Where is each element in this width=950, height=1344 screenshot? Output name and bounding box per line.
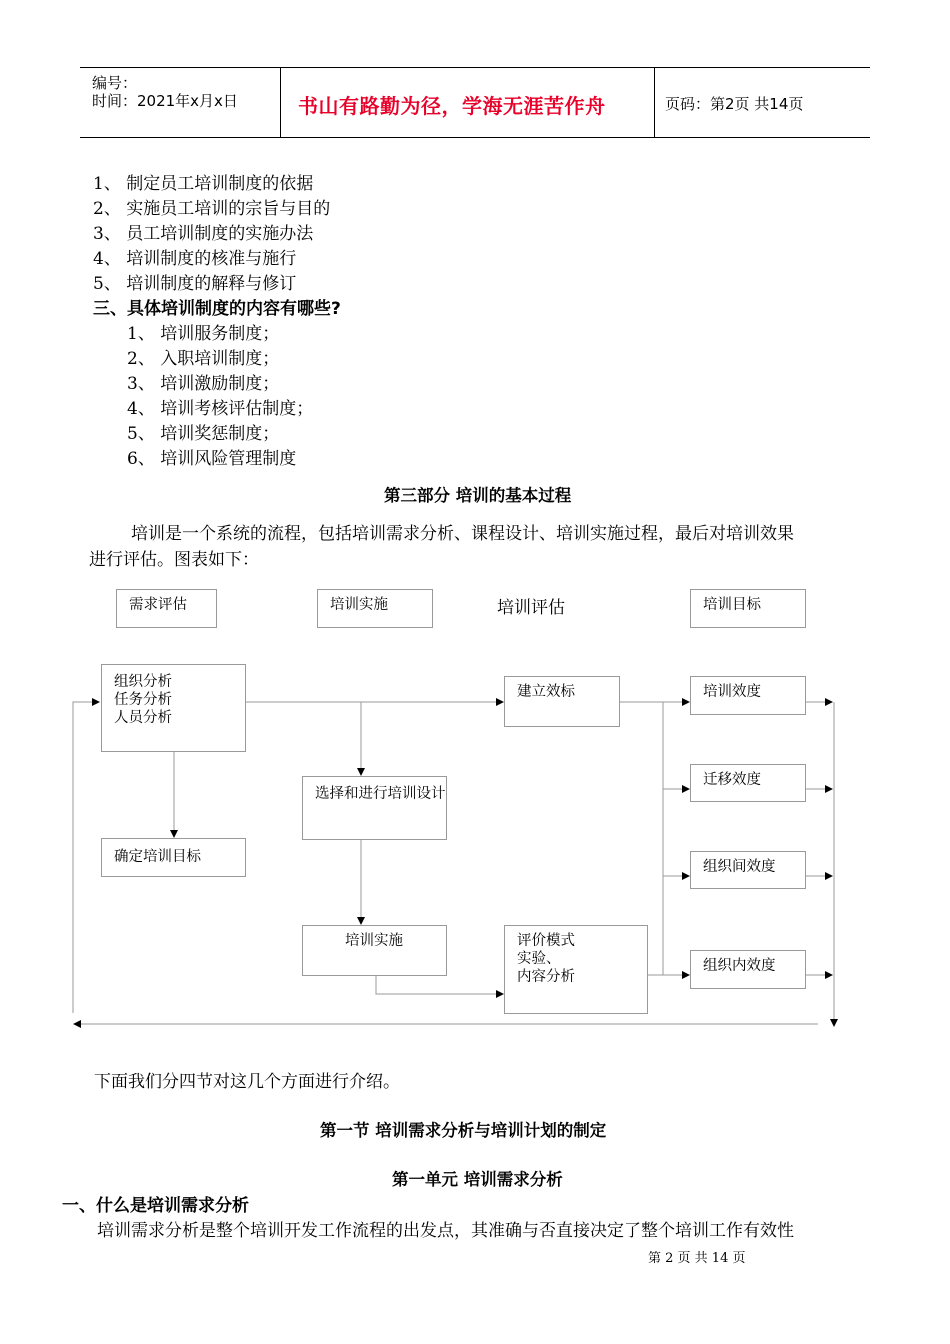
header-motto: 书山有路勤为径，学海无涯苦作舟 — [298, 94, 606, 118]
criteria-box: 建立效标 — [504, 676, 620, 727]
col-header-evaluate: 培训评估 — [497, 598, 565, 618]
header-page-label: 页码：第2页 共14页 — [665, 95, 804, 113]
list-item: 1、 培训服务制度； — [127, 324, 280, 344]
list-item: 2、 入职培训制度； — [127, 349, 280, 369]
body-text: 下面我们分四节对这几个方面进行介绍。 — [94, 1072, 400, 1092]
analysis-item: 任务分析 — [114, 692, 172, 708]
list-item: 2、 实施员工培训的宗旨与目的 — [93, 199, 331, 219]
arrow-to-eval-model — [376, 975, 503, 994]
eval-model-box — [504, 925, 648, 1014]
arrow-feedback-up — [73, 702, 99, 1013]
intro-paragraph-line: 培训是一个系统的流程，包括培训需求分析、课程设计、培训实施过程，最后对培训效果 — [131, 524, 794, 544]
section-heading: 三、具体培训制度的内容有哪些? — [93, 299, 341, 319]
eval-model-item: 评价模式 — [517, 933, 575, 949]
analysis-box — [101, 664, 246, 752]
analysis-item: 人员分析 — [114, 710, 172, 726]
question-heading: 一、什么是培训需求分析 — [62, 1196, 249, 1216]
list-item: 5、 培训奖惩制度； — [127, 424, 280, 444]
col-header-goals: 培训目标 — [690, 589, 806, 628]
list-item: 4、 培训制度的核准与施行 — [93, 249, 297, 269]
header-number-label: 编号： — [92, 74, 138, 92]
set-goals-box: 确定培训目标 — [101, 838, 246, 877]
eff-training-box: 培训效度 — [690, 676, 806, 715]
design-box: 选择和进行培训设计 — [302, 776, 447, 840]
eval-model-item: 内容分析 — [517, 969, 575, 985]
unit-title: 第一单元 培训需求分析 — [392, 1170, 563, 1189]
list-item: 6、 培训风险管理制度 — [127, 449, 297, 469]
intro-paragraph-line: 进行评估。图表如下： — [89, 550, 259, 570]
list-item: 4、 培训考核评估制度； — [127, 399, 314, 419]
list-item: 5、 培训制度的解释与修订 — [93, 274, 297, 294]
eff-transfer-box: 迁移效度 — [690, 764, 806, 802]
col-header-implement: 培训实施 — [317, 589, 433, 628]
eval-model-item: 实验、 — [517, 951, 561, 967]
list-item: 3、 培训激励制度； — [127, 374, 280, 394]
analysis-item: 组织分析 — [114, 674, 172, 690]
list-item: 3、 员工培训制度的实施办法 — [93, 224, 314, 244]
part-title: 第三部分 培训的基本过程 — [384, 486, 572, 505]
eff-inter-org-box: 组织间效度 — [690, 851, 806, 889]
col-header-needs: 需求评估 — [116, 589, 217, 628]
list-item: 1、 制定员工培训制度的依据 — [93, 174, 314, 194]
page-footer: 第 2 页 共 14 页 — [648, 1251, 746, 1266]
section-title: 第一节 培训需求分析与培训计划的制定 — [320, 1121, 607, 1140]
implement-box: 培训实施 — [302, 925, 447, 976]
header-time-label: 时间：2021年x月x日 — [92, 92, 238, 110]
eff-intra-org-box: 组织内效度 — [690, 950, 806, 989]
body-text: 培训需求分析是整个培训开发工作流程的出发点，其准确与否直接决定了整个培训工作有效性 — [97, 1221, 794, 1241]
